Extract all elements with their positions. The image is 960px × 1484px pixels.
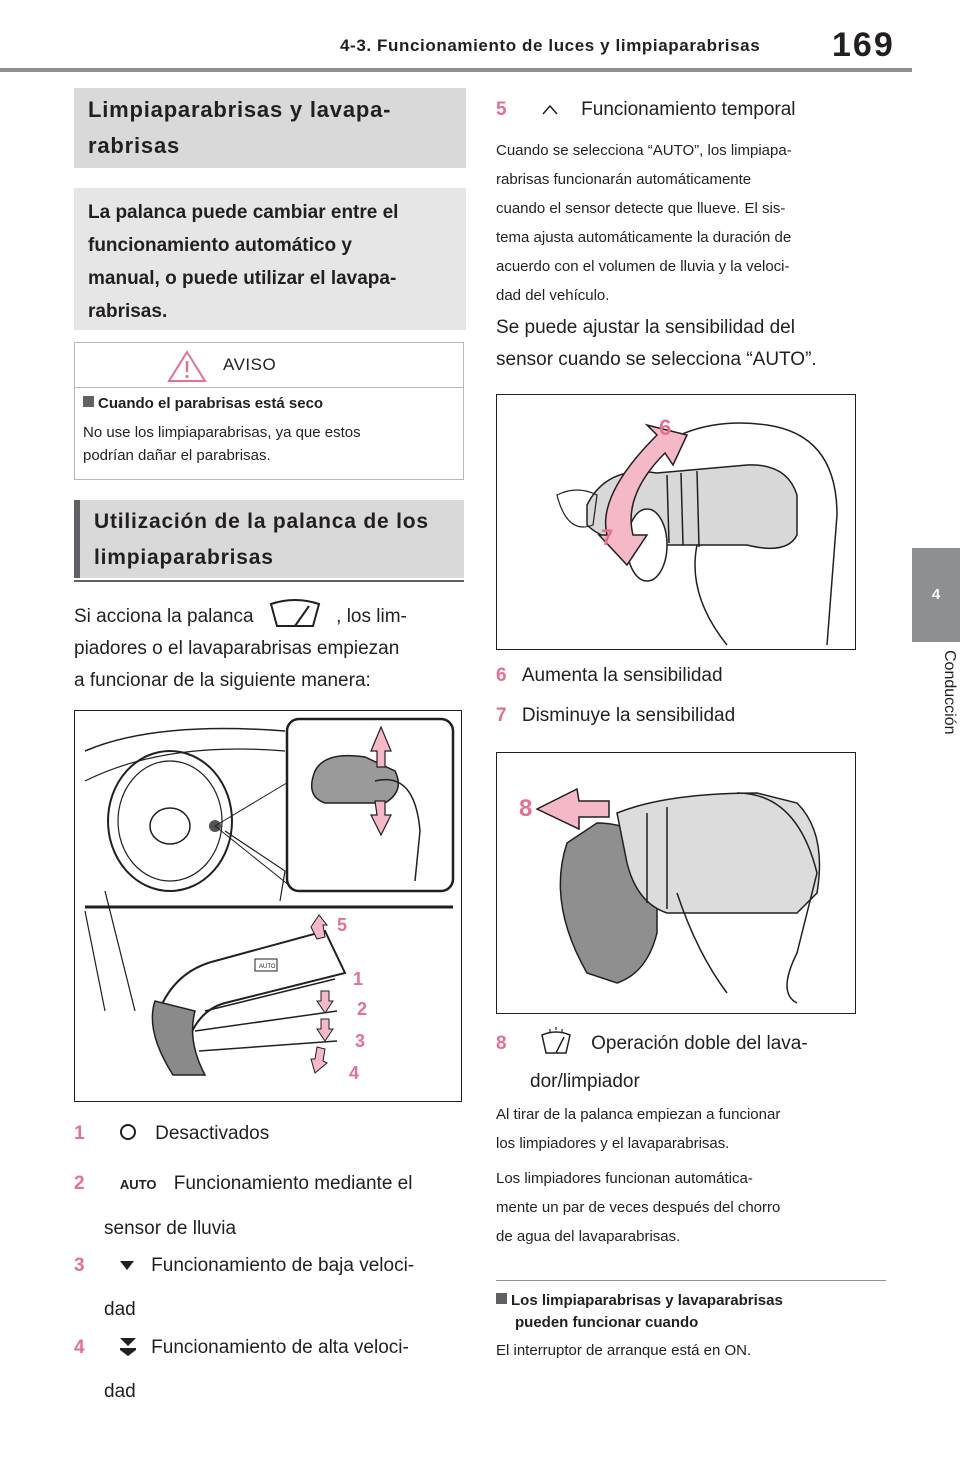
item-number: 4 — [74, 1337, 85, 1358]
note-divider — [496, 1280, 886, 1281]
heading-rule — [74, 580, 464, 582]
list-item-increase — [496, 656, 888, 696]
paragraph-line: dad del vehículo. — [496, 287, 610, 304]
paragraph-line: rabrisas funcionarán automáticamente — [496, 171, 752, 188]
paragraph-line: piadores o el lavaparabrisas empiezan — [74, 638, 400, 659]
header-rule — [0, 68, 912, 72]
washer-paragraph-1 — [496, 1100, 888, 1158]
warning-box — [74, 342, 464, 480]
item-number: 3 — [74, 1255, 85, 1276]
item-label-cont: dad — [104, 1299, 136, 1320]
note-title — [496, 1290, 888, 1334]
warning-triangle-icon — [167, 349, 207, 383]
item-label: Funcionamiento de baja veloci- — [151, 1255, 415, 1276]
paragraph-line: los limpiadores y el lavaparabrisas. — [496, 1135, 730, 1152]
double-triangle-down-icon — [120, 1338, 136, 1356]
paragraph-line: Cuando se selecciona “AUTO”, los limpiapa- — [496, 142, 792, 159]
intro-line: rabrisas. — [88, 301, 168, 322]
heading-line: Limpiaparabrisas y lavapa- — [88, 97, 392, 122]
auto-paragraph — [496, 136, 888, 310]
paragraph-line: acuerdo con el volumen de lluvia y la veloci- — [496, 258, 790, 275]
heading-line: limpiaparabrisas — [94, 546, 274, 569]
item-label-cont: dor/limpiador — [530, 1071, 640, 1092]
note-body: El interruptor de arranque está en ON. — [496, 1342, 752, 1359]
callout-3: 3 — [355, 1031, 366, 1051]
item-number: 8 — [496, 1033, 507, 1054]
callout-6: 6 — [659, 415, 672, 440]
paragraph-line: de agua del lavaparabrisas. — [496, 1228, 681, 1245]
paragraph-line: sensor cuando se selecciona “AUTO”. — [496, 349, 817, 370]
list-item-high — [74, 1328, 466, 1412]
item-label: Aumenta la sensibilidad — [521, 665, 723, 686]
washer-paragraph-2 — [496, 1164, 888, 1251]
intro-line: La palanca puede cambiar entre el — [88, 202, 399, 223]
item-label: Operación doble del lava- — [591, 1033, 808, 1054]
item-label-cont: dad — [104, 1381, 136, 1402]
callout-2: 2 — [357, 999, 368, 1019]
item-number: 1 — [74, 1123, 85, 1144]
note-title-text: Los limpiaparabrisas y lavaparabrisas — [511, 1292, 783, 1309]
paragraph-line: Se puede ajustar la sensibilidad del — [496, 317, 795, 338]
sensitivity-paragraph — [496, 312, 888, 376]
paragraph-line: a funcionar de la siguiente manera: — [74, 670, 371, 691]
bullet-square-icon — [83, 396, 94, 407]
intro-line: manual, o puede utilizar el lavapa- — [88, 268, 397, 289]
callout-1: 1 — [353, 969, 364, 989]
note-title-text: pueden funcionar cuando — [515, 1314, 699, 1331]
bullet-square-icon — [496, 1293, 507, 1304]
intro-line: funcionamiento automático y — [88, 235, 352, 256]
paragraph-text: , los lim- — [336, 606, 407, 627]
callout-8: 8 — [519, 795, 533, 822]
item-number: 2 — [74, 1173, 85, 1194]
heading-line: Utilización de la palanca de los — [94, 510, 429, 533]
item-number: 5 — [496, 99, 507, 120]
page-number: 169 — [832, 26, 895, 64]
warning-subtitle — [83, 395, 323, 412]
auto-icon: AUTO — [119, 1177, 157, 1192]
item-label-cont: sensor de lluvia — [104, 1218, 237, 1239]
wiper-icon — [265, 598, 325, 628]
warning-title-row — [75, 343, 463, 388]
list-item-auto — [74, 1164, 466, 1249]
paragraph-line — [74, 598, 466, 633]
list-item-low — [74, 1246, 466, 1330]
washer-figure — [496, 752, 856, 1014]
warning-line: podrían dañar el parabrisas. — [83, 447, 271, 464]
list-item-decrease — [496, 696, 888, 736]
sensitivity-figure — [496, 394, 856, 650]
heading-line: rabrisas — [88, 133, 181, 158]
triangle-down-icon — [120, 1261, 134, 1271]
item-label: Desactivados — [155, 1123, 270, 1144]
intro-box — [74, 188, 466, 330]
callout-5: 5 — [337, 915, 348, 935]
paragraph-line: tema ajusta automáticamente la duración de — [496, 229, 792, 246]
warning-subtitle-text: Cuando el parabrisas está seco — [98, 395, 324, 412]
item-number: 7 — [496, 705, 507, 726]
dashboard-illustration — [75, 711, 461, 1101]
triangle-up-outline-icon — [542, 105, 558, 115]
lever-paragraph — [74, 598, 466, 697]
paragraph-line: mente un par de veces después del chorro — [496, 1199, 781, 1216]
paragraph-line: Los limpiadores funcionan automática- — [496, 1170, 753, 1187]
list-item-off — [74, 1114, 466, 1154]
circle-off-icon — [120, 1124, 136, 1140]
washer-illustration — [497, 753, 855, 1013]
callout-4: 4 — [349, 1063, 360, 1083]
list-item-double-wash — [496, 1024, 888, 1102]
callout-7: 7 — [601, 525, 614, 550]
chapter-label: Conducción — [941, 650, 958, 735]
item-label: Funcionamiento temporal — [581, 99, 796, 120]
section-heading-lever — [74, 500, 464, 578]
item-label: Funcionamiento mediante el — [173, 1173, 413, 1194]
paragraph-line: cuando el sensor detecte que llueve. El sis- — [496, 200, 786, 217]
paragraph-line: Al tirar de la palanca empiezan a funcionar — [496, 1106, 781, 1123]
paragraph-text: Si acciona la palanca — [74, 606, 254, 627]
warning-line: No use los limpiaparabrisas, ya que estos — [83, 424, 361, 441]
item-label: Disminuye la sensibilidad — [521, 705, 736, 726]
sensitivity-illustration — [497, 395, 855, 649]
wiper-lever-figure — [74, 710, 462, 1102]
item-number: 6 — [496, 665, 507, 686]
auto-label: AUTO — [259, 964, 276, 970]
chapter-tab: 4 — [912, 548, 960, 642]
washer-wiper-icon — [536, 1027, 576, 1055]
warning-body — [83, 421, 455, 467]
list-item-temporary — [496, 90, 888, 130]
item-label: Funcionamiento de alta veloci- — [151, 1337, 409, 1358]
section-heading-wipers — [74, 88, 466, 168]
running-header: 4-3. Funcionamiento de luces y limpiaparabrisas — [340, 36, 761, 55]
warning-title: AVISO — [223, 355, 277, 374]
